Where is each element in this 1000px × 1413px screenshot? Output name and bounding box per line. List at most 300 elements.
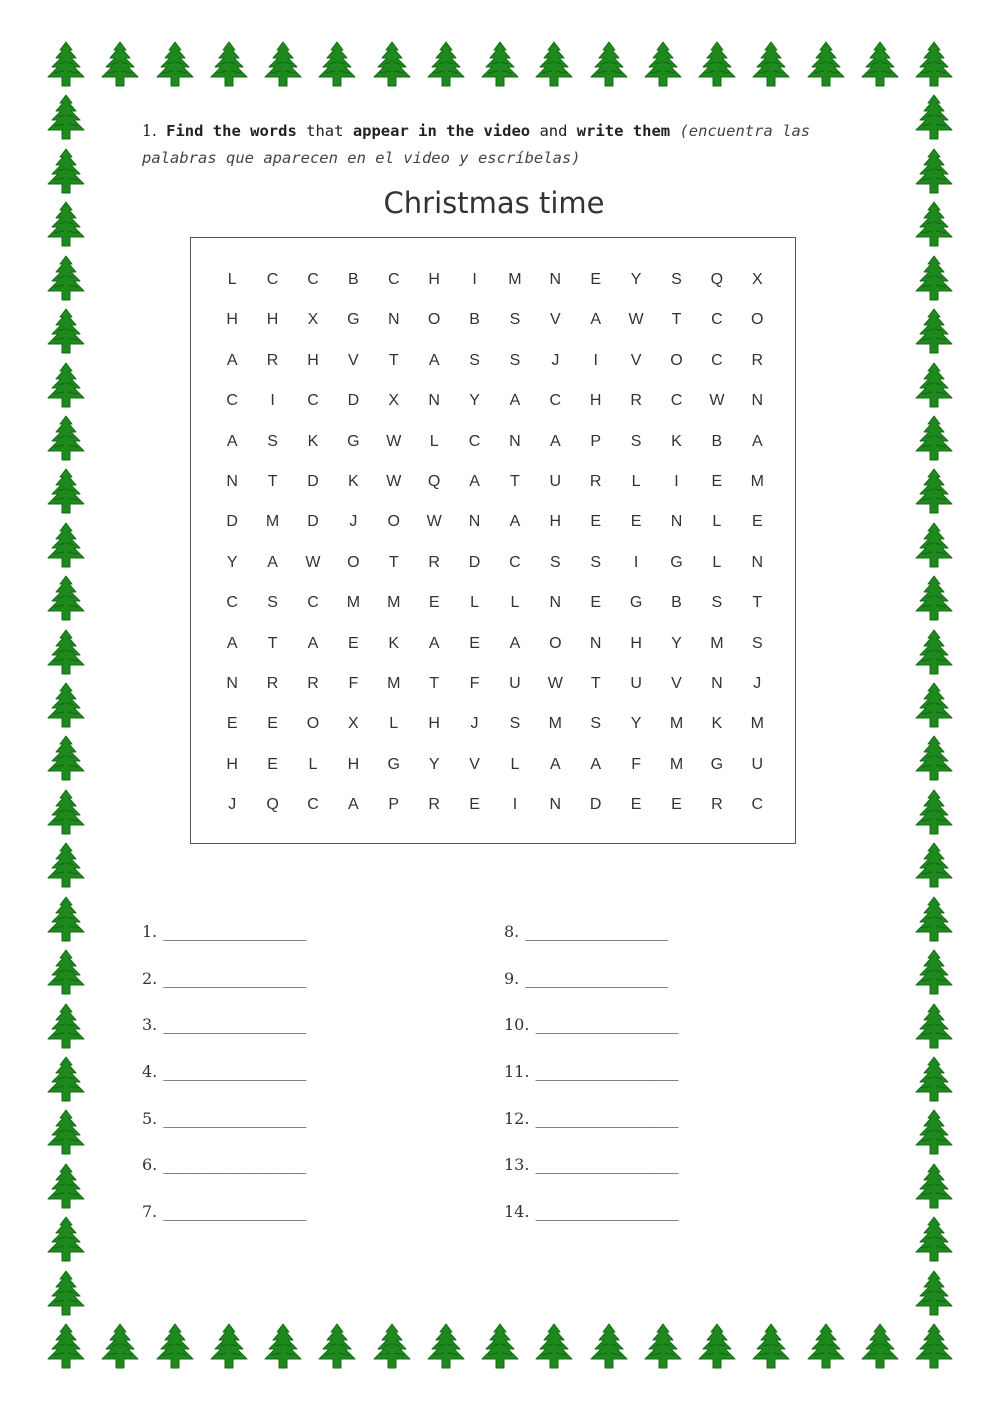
christmas-tree-icon xyxy=(908,681,960,733)
answer-number: 1. xyxy=(142,922,158,941)
answer-number: 2. xyxy=(142,968,158,988)
grid-letter: R xyxy=(630,392,642,410)
grid-letter: I xyxy=(512,796,518,814)
christmas-tree-icon xyxy=(40,1002,92,1054)
christmas-tree-icon xyxy=(854,1322,906,1374)
grid-letter: E xyxy=(469,634,480,652)
grid-letter: L xyxy=(308,755,318,773)
grid-letter: T xyxy=(590,674,601,692)
answer-line[interactable] xyxy=(504,1202,678,1249)
grid-letter: V xyxy=(630,351,642,369)
christmas-tree-icon xyxy=(908,1162,960,1214)
grid-letter: L xyxy=(712,553,722,571)
grid-letter: B xyxy=(348,271,359,288)
grid-letter: Y xyxy=(226,553,238,571)
christmas-tree-icon xyxy=(583,40,635,92)
grid-letter: Y xyxy=(469,392,480,410)
christmas-tree-icon xyxy=(203,1322,255,1374)
answer-line[interactable] xyxy=(504,969,678,1016)
grid-letter: J xyxy=(753,674,762,692)
christmas-tree-icon xyxy=(40,1162,92,1214)
christmas-tree-icon xyxy=(908,734,960,786)
grid-letter: R xyxy=(428,553,440,571)
grid-letter: D xyxy=(226,513,238,531)
grid-letter: H xyxy=(589,392,602,410)
grid-letter: C xyxy=(711,311,723,329)
grid-letter: S xyxy=(671,271,682,288)
grid-letter: C xyxy=(226,594,238,612)
answer-number: 6. xyxy=(142,1155,158,1175)
grid-letter: B xyxy=(469,311,480,329)
answer-number: 8. xyxy=(504,922,520,941)
grid-letter: A xyxy=(226,351,238,369)
grid-letter: A xyxy=(549,432,561,450)
answer-blank[interactable]: ___________________ xyxy=(163,1202,306,1222)
answers-left-column xyxy=(142,922,306,1249)
grid-letter: N xyxy=(751,392,764,410)
grid-letter: E xyxy=(630,513,642,531)
answer-number: 5. xyxy=(142,1108,158,1128)
grid-letter: A xyxy=(509,513,521,531)
grid-letter: N xyxy=(549,594,562,612)
grid-letter: M xyxy=(669,715,684,733)
christmas-tree-icon xyxy=(637,1322,689,1374)
grid-letter: N xyxy=(549,271,562,288)
christmas-tree-icon xyxy=(420,40,472,92)
grid-letter: H xyxy=(226,755,238,773)
grid-letter: E xyxy=(590,513,602,531)
grid-letter: E xyxy=(630,796,642,814)
grid-letter: M xyxy=(750,472,764,490)
grid-letter: L xyxy=(470,594,479,612)
grid-letter: V xyxy=(469,755,480,773)
christmas-tree-icon xyxy=(908,841,960,893)
christmas-tree-icon xyxy=(908,1269,960,1321)
answer-line[interactable] xyxy=(142,1109,306,1156)
word-search-grid xyxy=(212,260,777,825)
christmas-tree-icon xyxy=(908,147,960,199)
christmas-tree-icon xyxy=(745,1322,797,1374)
grid-letter: D xyxy=(307,513,319,531)
grid-row xyxy=(212,381,777,421)
grid-letter: C xyxy=(266,271,279,288)
grid-letter: N xyxy=(226,472,238,490)
grid-letter: W xyxy=(547,674,563,692)
grid-letter: K xyxy=(348,472,359,490)
grid-letter: A xyxy=(590,755,602,773)
grid-letter: G xyxy=(347,432,360,450)
christmas-tree-icon xyxy=(40,521,92,573)
christmas-tree-icon xyxy=(40,414,92,466)
christmas-tree-icon xyxy=(800,40,852,92)
grid-letter: H xyxy=(630,634,642,652)
grid-letter: Y xyxy=(630,271,642,288)
grid-letter: H xyxy=(428,271,440,288)
grid-letter: L xyxy=(389,715,399,733)
grid-letter: A xyxy=(348,796,359,814)
christmas-tree-icon xyxy=(40,307,92,359)
grid-letter: H xyxy=(307,351,319,369)
christmas-tree-icon xyxy=(908,307,960,359)
grid-letter: N xyxy=(509,432,521,450)
grid-letter: S xyxy=(267,432,278,450)
christmas-tree-icon xyxy=(311,40,363,92)
answer-blank[interactable]: ___________________ xyxy=(163,1155,306,1175)
grid-letter: S xyxy=(509,351,521,369)
grid-letter: E xyxy=(348,634,359,652)
christmas-tree-icon xyxy=(637,40,689,92)
grid-letter: H xyxy=(266,311,279,329)
instruction-part: Find the xyxy=(166,122,251,140)
grid-letter: O xyxy=(387,513,400,531)
answer-blank[interactable]: ___________________ xyxy=(535,1108,678,1128)
answer-line[interactable] xyxy=(504,1109,678,1156)
answer-number: 13. xyxy=(504,1155,530,1175)
christmas-tree-icon xyxy=(257,40,309,92)
answer-blank[interactable]: ___________________ xyxy=(535,1062,678,1082)
grid-letter: E xyxy=(671,796,682,814)
instruction-part: words xyxy=(250,122,297,140)
christmas-tree-icon xyxy=(40,1108,92,1160)
instruction-part: appear in the video xyxy=(352,122,531,140)
grid-letter: B xyxy=(671,594,682,612)
christmas-tree-icon xyxy=(908,574,960,626)
grid-letter: C xyxy=(307,796,319,814)
grid-row xyxy=(212,462,777,502)
grid-letter: N xyxy=(226,674,238,692)
grid-letter: K xyxy=(307,432,319,450)
grid-letter: C xyxy=(509,553,521,571)
grid-letter: F xyxy=(348,674,359,692)
christmas-tree-icon xyxy=(908,414,960,466)
christmas-tree-icon xyxy=(94,40,146,92)
grid-letter: V xyxy=(549,311,561,329)
grid-letter: I xyxy=(593,351,598,369)
grid-letter: N xyxy=(387,311,400,329)
christmas-tree-icon xyxy=(257,1322,309,1374)
grid-letter: C xyxy=(307,392,319,410)
grid-letter: T xyxy=(267,634,278,652)
grid-letter: X xyxy=(388,392,400,410)
grid-letter: W xyxy=(426,513,442,531)
grid-letter: W xyxy=(709,392,725,410)
christmas-tree-icon xyxy=(908,948,960,1000)
grid-row xyxy=(212,260,777,300)
grid-letter: W xyxy=(628,311,644,329)
grid-letter: A xyxy=(226,634,238,652)
grid-letter: F xyxy=(631,755,641,773)
answer-blank[interactable]: ___________________ xyxy=(163,922,306,941)
grid-letter: M xyxy=(508,271,522,288)
grid-letter: T xyxy=(510,472,520,490)
grid-letter: S xyxy=(267,594,278,612)
grid-letter: U xyxy=(549,472,562,490)
christmas-tree-icon xyxy=(908,40,960,92)
grid-letter: L xyxy=(631,472,641,490)
grid-letter: X xyxy=(307,311,319,329)
answer-blank[interactable]: ___________________ xyxy=(535,1015,678,1035)
grid-letter: G xyxy=(387,755,400,773)
christmas-tree-icon xyxy=(40,788,92,840)
grid-letter: S xyxy=(509,311,521,329)
christmas-tree-icon xyxy=(40,681,92,733)
answer-blank[interactable]: ___________________ xyxy=(163,968,306,988)
grid-letter: G xyxy=(670,553,683,571)
answer-line[interactable] xyxy=(504,1062,678,1109)
grid-letter: U xyxy=(630,674,642,692)
christmas-tree-icon xyxy=(40,1269,92,1321)
christmas-tree-icon xyxy=(366,40,418,92)
grid-letter: C xyxy=(711,351,723,369)
grid-row xyxy=(212,422,777,462)
christmas-tree-icon xyxy=(908,361,960,413)
grid-letter: E xyxy=(469,796,480,814)
grid-letter: A xyxy=(509,634,521,652)
answer-number: 3. xyxy=(142,1015,158,1035)
grid-letter: C xyxy=(549,392,562,410)
grid-letter: R xyxy=(307,674,319,692)
page-title: Christmas time xyxy=(383,186,605,220)
christmas-tree-icon xyxy=(908,1055,960,1107)
christmas-tree-icon xyxy=(40,895,92,947)
grid-letter: O xyxy=(347,553,360,571)
grid-letter: Q xyxy=(710,271,724,288)
grid-letter: G xyxy=(710,755,724,773)
answer-blank[interactable]: ___________________ xyxy=(535,1202,678,1222)
grid-letter: T xyxy=(388,351,399,369)
answer-line[interactable] xyxy=(142,922,306,969)
grid-letter: I xyxy=(633,553,639,571)
grid-letter: E xyxy=(226,715,238,733)
grid-letter: H xyxy=(549,513,562,531)
instructions xyxy=(142,118,862,172)
grid-letter: J xyxy=(551,351,560,369)
answer-number: 12. xyxy=(504,1108,530,1128)
answer-blank[interactable]: ___________________ xyxy=(535,1155,678,1175)
grid-letter: R xyxy=(428,796,440,814)
grid-letter: O xyxy=(670,351,683,369)
grid-letter: S xyxy=(590,715,602,733)
grid-letter: T xyxy=(671,311,682,329)
grid-letter: S xyxy=(590,553,602,571)
grid-letter: M xyxy=(710,634,724,652)
answer-line[interactable] xyxy=(142,1062,306,1109)
answer-number: 11. xyxy=(504,1062,530,1082)
grid-letter: B xyxy=(711,432,723,450)
grid-letter: M xyxy=(387,594,401,612)
grid-letter: S xyxy=(469,351,480,369)
grid-letter: S xyxy=(711,594,723,612)
grid-letter: Q xyxy=(266,796,279,814)
answer-line[interactable] xyxy=(142,969,306,1016)
grid-letter: N xyxy=(549,796,562,814)
grid-letter: N xyxy=(670,513,683,531)
christmas-tree-icon xyxy=(203,40,255,92)
grid-letter: M xyxy=(346,594,361,612)
grid-letter: Q xyxy=(427,472,441,490)
christmas-tree-icon xyxy=(40,467,92,519)
grid-letter: F xyxy=(469,674,480,692)
answer-line[interactable] xyxy=(504,1155,678,1202)
answer-line[interactable] xyxy=(142,1202,306,1249)
christmas-tree-icon xyxy=(854,40,906,92)
christmas-tree-icon xyxy=(474,1322,526,1374)
christmas-tree-icon xyxy=(40,93,92,145)
grid-letter: G xyxy=(629,594,643,612)
grid-letter: L xyxy=(510,755,520,773)
grid-letter: Y xyxy=(630,715,642,733)
christmas-tree-icon xyxy=(474,40,526,92)
grid-letter: T xyxy=(752,594,763,612)
grid-letter: H xyxy=(347,755,360,773)
answer-blank[interactable]: ___________________ xyxy=(525,968,668,988)
instruction-part: write them xyxy=(576,122,671,140)
grid-letter: J xyxy=(470,715,479,733)
christmas-tree-icon xyxy=(800,1322,852,1374)
christmas-tree-icon xyxy=(420,1322,472,1374)
christmas-tree-icon xyxy=(40,1055,92,1107)
grid-letter: I xyxy=(270,392,275,410)
grid-letter: E xyxy=(590,594,602,612)
grid-letter: E xyxy=(267,715,278,733)
grid-letter: C xyxy=(226,392,238,410)
grid-letter: S xyxy=(549,553,561,571)
answer-number: 4. xyxy=(142,1062,158,1082)
grid-letter: N xyxy=(589,634,602,652)
grid-row xyxy=(212,502,777,542)
grid-letter: R xyxy=(589,472,602,490)
christmas-tree-icon xyxy=(691,40,743,92)
answer-blank[interactable]: ___________________ xyxy=(525,922,668,941)
grid-row xyxy=(212,745,777,785)
answer-line[interactable] xyxy=(504,922,678,969)
grid-letter: M xyxy=(387,674,401,692)
grid-letter: C xyxy=(387,271,400,288)
christmas-tree-icon xyxy=(40,147,92,199)
grid-letter: R xyxy=(751,351,764,369)
christmas-tree-icon xyxy=(149,1322,201,1374)
grid-letter: L xyxy=(510,594,520,612)
christmas-tree-icon xyxy=(583,1322,635,1374)
grid-letter: L xyxy=(429,432,439,450)
instruction-text xyxy=(166,122,679,140)
grid-letter: M xyxy=(669,755,684,773)
grid-letter: J xyxy=(349,513,358,531)
christmas-tree-icon xyxy=(40,628,92,680)
grid-letter: N xyxy=(751,553,764,571)
answer-line[interactable] xyxy=(142,1155,306,1202)
grid-letter: V xyxy=(348,351,359,369)
christmas-tree-icon xyxy=(366,1322,418,1374)
christmas-tree-icon xyxy=(908,1322,960,1374)
grid-letter: U xyxy=(509,674,521,692)
christmas-tree-icon xyxy=(908,1108,960,1160)
grid-letter: A xyxy=(267,553,278,571)
grid-letter: J xyxy=(228,796,237,814)
grid-letter: H xyxy=(428,715,440,733)
answer-line[interactable] xyxy=(504,1015,678,1062)
christmas-tree-icon xyxy=(40,200,92,252)
grid-row xyxy=(212,583,777,623)
answer-blank[interactable]: ___________________ xyxy=(163,1015,306,1035)
grid-letter: O xyxy=(427,311,441,329)
christmas-tree-icon xyxy=(40,40,92,92)
instruction-number: 1. xyxy=(142,122,157,140)
grid-row xyxy=(212,664,777,704)
christmas-tree-icon xyxy=(745,40,797,92)
christmas-tree-icon xyxy=(908,628,960,680)
christmas-tree-icon xyxy=(528,1322,580,1374)
grid-row xyxy=(212,543,777,583)
answer-number: 14. xyxy=(504,1202,530,1222)
grid-row xyxy=(212,341,777,381)
christmas-tree-icon xyxy=(908,200,960,252)
christmas-tree-icon xyxy=(40,574,92,626)
christmas-tree-icon xyxy=(40,1322,92,1374)
grid-letter: A xyxy=(428,351,440,369)
instruction-part: that xyxy=(296,122,353,140)
grid-row xyxy=(212,624,777,664)
grid-letter: Y xyxy=(428,755,440,773)
grid-letter: D xyxy=(307,472,319,490)
grid-letter: O xyxy=(306,715,320,733)
christmas-tree-icon xyxy=(149,40,201,92)
christmas-tree-icon xyxy=(908,521,960,573)
grid-row xyxy=(212,704,777,744)
grid-letter: X xyxy=(348,715,359,733)
grid-letter: D xyxy=(589,796,602,814)
grid-letter: A xyxy=(469,472,480,490)
grid-letter: I xyxy=(472,271,477,288)
grid-letter: C xyxy=(307,594,319,612)
grid-letter: T xyxy=(429,674,440,692)
grid-letter: R xyxy=(266,674,279,692)
christmas-tree-icon xyxy=(691,1322,743,1374)
grid-letter: K xyxy=(671,432,682,450)
grid-letter: X xyxy=(751,271,763,288)
grid-letter: V xyxy=(671,674,682,692)
answer-number: 10. xyxy=(504,1015,530,1035)
grid-letter: T xyxy=(388,553,399,571)
grid-letter: N xyxy=(711,674,723,692)
grid-letter: C xyxy=(670,392,683,410)
christmas-tree-icon xyxy=(908,1215,960,1267)
grid-letter: G xyxy=(347,311,360,329)
grid-letter: S xyxy=(509,715,521,733)
grid-letter: M xyxy=(548,715,562,733)
grid-letter: E xyxy=(590,271,602,288)
grid-letter: H xyxy=(226,311,238,329)
answer-blank[interactable]: ___________________ xyxy=(163,1062,306,1082)
answer-blank[interactable]: ___________________ xyxy=(163,1108,306,1128)
answer-line[interactable] xyxy=(142,1015,306,1062)
grid-letter: M xyxy=(750,715,764,733)
grid-letter: T xyxy=(267,472,278,490)
grid-letter: N xyxy=(428,392,440,410)
christmas-tree-icon xyxy=(311,1322,363,1374)
grid-letter: R xyxy=(711,796,723,814)
grid-letter: L xyxy=(712,513,722,531)
grid-letter: D xyxy=(347,392,360,410)
grid-letter: R xyxy=(266,351,279,369)
grid-letter: W xyxy=(305,553,321,571)
christmas-tree-icon xyxy=(94,1322,146,1374)
grid-letter: L xyxy=(227,271,237,288)
christmas-tree-icon xyxy=(908,1002,960,1054)
christmas-tree-icon xyxy=(528,40,580,92)
christmas-tree-icon xyxy=(40,948,92,1000)
christmas-tree-icon xyxy=(40,841,92,893)
